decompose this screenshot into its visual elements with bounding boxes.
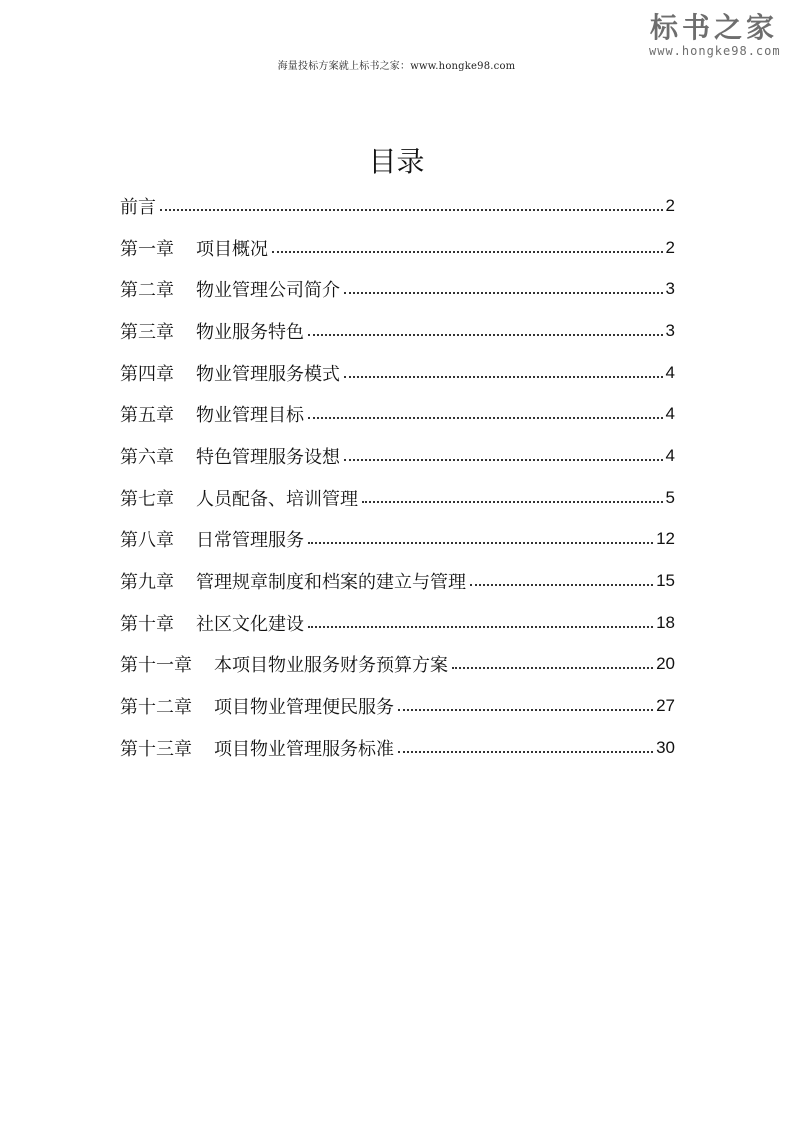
toc-entry-chapter: 第七章	[120, 488, 174, 510]
toc-entry-chapter-3[interactable]	[120, 310, 675, 352]
toc-entry-page: 4	[665, 445, 675, 465]
toc-entry-text: 社区文化建设	[196, 613, 304, 635]
toc-entry-chapter-12[interactable]	[120, 685, 675, 727]
toc-entry-chapter: 第一章	[120, 238, 174, 260]
toc-entry-text: 人员配备、培训管理	[196, 488, 358, 510]
toc-entry-chapter-6[interactable]	[120, 435, 675, 477]
site-logo	[649, 12, 779, 58]
toc-leader-dots	[470, 584, 653, 586]
toc-entry-chapter-5[interactable]	[120, 393, 675, 435]
toc-leader-dots	[362, 501, 663, 503]
toc-entry-chapter: 第六章	[120, 446, 174, 468]
toc-entry-chapter: 第八章	[120, 530, 174, 552]
toc-leader-dots	[308, 417, 663, 419]
toc-leader-dots	[452, 667, 653, 669]
toc-entry-chapter: 第十章	[120, 613, 174, 635]
toc-leader-dots	[308, 542, 653, 544]
toc-entry-page: 20	[656, 654, 675, 674]
header-note: 海量投标方案就上标书之家：www.hongke98.com	[277, 61, 516, 72]
toc-entry-chapter-7[interactable]	[120, 477, 675, 519]
toc-entry-text: 前言	[120, 196, 156, 218]
toc-entry-text: 物业管理目标	[196, 405, 304, 427]
toc-leader-dots	[308, 334, 663, 336]
toc-leader-dots	[160, 209, 663, 211]
toc-leader-dots	[344, 292, 663, 294]
toc-entry-page: 15	[656, 571, 675, 591]
toc-entry-page: 30	[656, 737, 675, 757]
toc-entry-chapter-1[interactable]	[120, 227, 675, 269]
toc-entry-page: 18	[656, 612, 675, 632]
toc-entry-chapter: 第九章	[120, 572, 174, 594]
logo-url: www.hongke98.com	[649, 44, 781, 58]
toc-entry-chapter-10[interactable]	[120, 602, 675, 644]
toc-entry-text: 管理规章制度和档案的建立与管理	[196, 572, 466, 594]
toc-leader-dots	[398, 751, 653, 753]
toc-entry-page: 3	[665, 320, 675, 340]
toc-entry-text: 项目概况	[196, 238, 268, 260]
toc-entry-page: 12	[656, 529, 675, 549]
toc-entry-chapter: 第十一章	[120, 655, 192, 677]
toc-entry-text: 项目物业管理便民服务	[214, 697, 394, 719]
toc-entry-text: 特色管理服务设想	[196, 446, 340, 468]
toc-entry-preface[interactable]	[120, 185, 675, 227]
toc-entry-text: 日常管理服务	[196, 530, 304, 552]
toc-entry-text: 物业管理服务模式	[196, 363, 340, 385]
toc-entry-chapter: 第十三章	[120, 738, 192, 760]
toc-entry-page: 3	[665, 279, 675, 299]
toc-entry-text: 项目物业管理服务标准	[214, 738, 394, 760]
logo-title: 标书之家	[649, 11, 778, 44]
toc-entry-chapter-4[interactable]	[120, 352, 675, 394]
toc-entry-chapter-11[interactable]	[120, 644, 675, 686]
toc-entry-chapter-2[interactable]	[120, 268, 675, 310]
toc-entry-chapter: 第十二章	[120, 697, 192, 719]
toc-entry-chapter: 第五章	[120, 405, 174, 427]
toc-leader-dots	[272, 251, 663, 253]
toc-entry-chapter: 第二章	[120, 280, 174, 302]
toc-entry-page: 4	[665, 404, 675, 424]
toc-entry-page: 4	[665, 362, 675, 382]
toc-leader-dots	[344, 459, 663, 461]
toc-leader-dots	[308, 626, 653, 628]
toc-entry-chapter: 第四章	[120, 363, 174, 385]
toc-entry-page: 27	[656, 696, 675, 716]
toc-title: 目录	[368, 145, 425, 178]
table-of-contents	[120, 185, 675, 769]
toc-entry-page: 2	[665, 237, 675, 257]
toc-entry-text: 物业管理公司简介	[196, 280, 340, 302]
toc-entry-text: 本项目物业服务财务预算方案	[214, 655, 448, 677]
toc-leader-dots	[398, 709, 653, 711]
toc-entry-chapter-8[interactable]	[120, 519, 675, 561]
toc-entry-chapter: 第三章	[120, 321, 174, 343]
toc-entry-page: 5	[665, 487, 675, 507]
toc-entry-chapter-13[interactable]	[120, 727, 675, 769]
toc-leader-dots	[344, 376, 663, 378]
toc-entry-page: 2	[665, 195, 675, 215]
toc-entry-chapter-9[interactable]	[120, 560, 675, 602]
toc-entry-text: 物业服务特色	[196, 321, 304, 343]
